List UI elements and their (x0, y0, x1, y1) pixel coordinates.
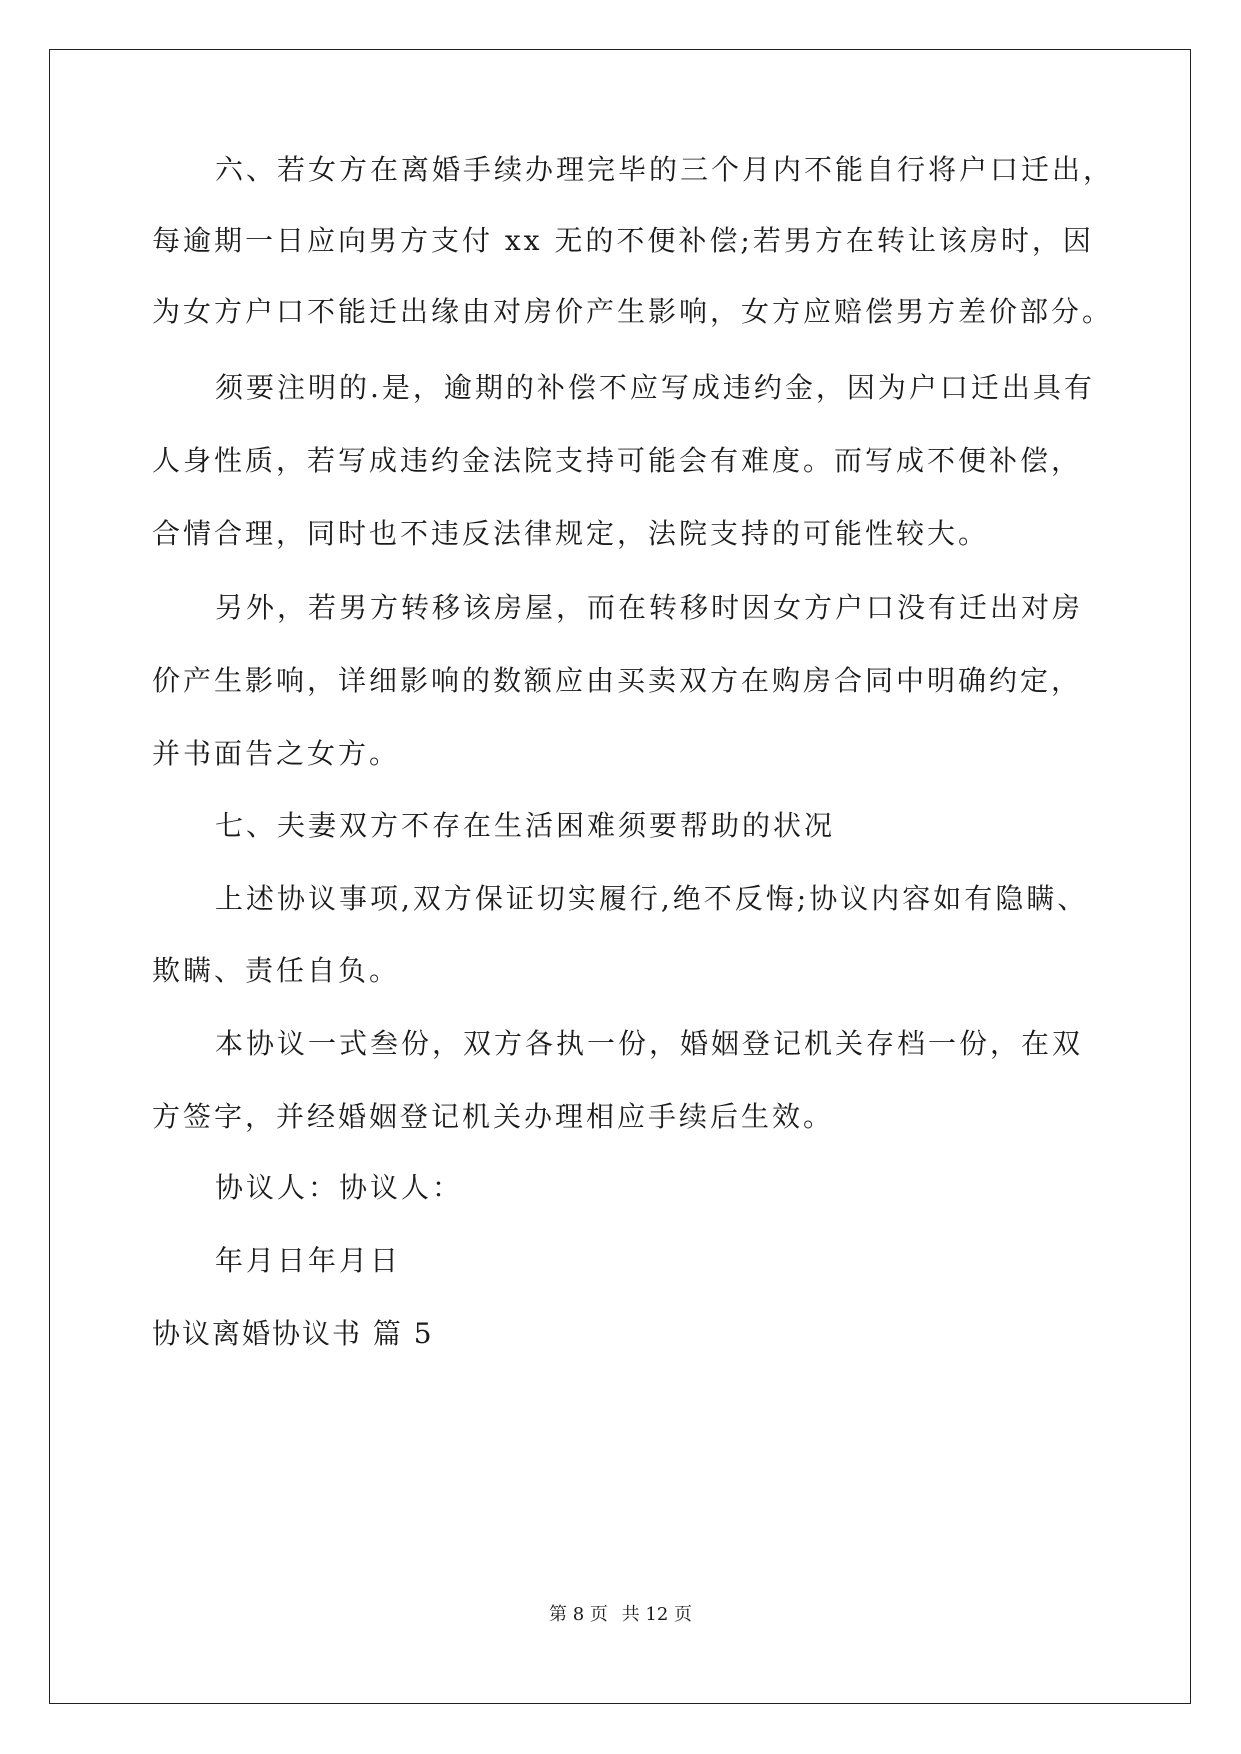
paragraph-line: 为女方户口不能迁出缘由对房价产生影响，女方应赔偿男方差价部分。 (152, 295, 1114, 328)
page-footer (0, 1603, 1241, 1627)
signature-line: 协议人：协议人： (215, 1171, 464, 1204)
paragraph-line: 合情合理，同时也不违反法律规定，法院支持的可能性较大。 (152, 517, 990, 550)
paragraph-line: 本协议一式叁份，双方各执一份，婚姻登记机关存档一份，在双 (215, 1027, 1084, 1060)
paragraph-line: 另外，若男方转移该房屋，而在转移时因女方户口没有迁出对房 (215, 591, 1084, 624)
paragraph-line: 七、夫妻双方不存在生活困难须要帮助的状况 (215, 809, 836, 842)
paragraph-line: 并书面告之女方。 (152, 737, 401, 770)
paragraph-line: 须要注明的.是，逾期的补偿不应写成违约金，因为户口迁出具有 (215, 371, 1095, 404)
section-heading: 协议离婚协议书 篇 5 (152, 1317, 434, 1350)
page-number-total: 共 12 页 (621, 1604, 692, 1625)
paragraph-line: 方签字，并经婚姻登记机关办理相应手续后生效。 (152, 1100, 835, 1133)
paragraph-line: 上述协议事项,双方保证切实履行,绝不反悔;协议内容如有隐瞒、 (215, 882, 1089, 915)
paragraph-line: 价产生影响，详细影响的数额应由买卖双方在购房合同中明确约定， (152, 664, 1083, 697)
paragraph-line: 欺瞒、责任自负。 (152, 954, 401, 987)
paragraph-line: 人身性质，若写成违约金法院支持可能会有难度。而写成不便补偿， (152, 444, 1083, 477)
paragraph-line: 每逾期一日应向男方支付 xx 无的不便补偿;若男方在转让该房时，因 (152, 224, 1094, 257)
date-line: 年月日年月日 (215, 1244, 402, 1277)
page-number-current: 第 8 页 (549, 1604, 608, 1625)
paragraph-line: 六、若女方在离婚手续办理完毕的三个月内不能自行将户口迁出， (215, 153, 1115, 186)
